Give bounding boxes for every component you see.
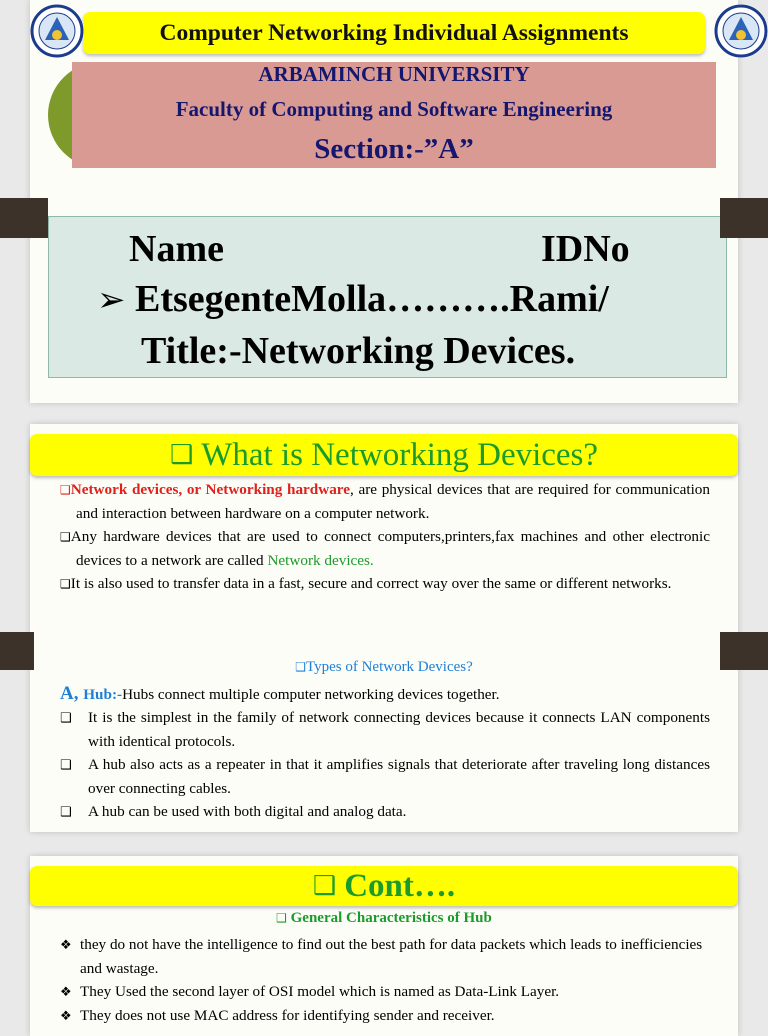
paragraph-transfer-text: It is also used to transfer data in a fast, secure and correct way over the same or different networks. — [70, 575, 672, 592]
paragraph-hardware-text: Any hardware devices that are used to connect computers,printers,fax machines and other electronic devices to a network are called — [70, 528, 710, 569]
subheading-text: General Characteristics of Hub — [290, 910, 492, 926]
definition-text — [60, 478, 710, 596]
paragraph-transfer — [60, 572, 710, 596]
characteristics-list — [60, 933, 710, 1028]
checkbox-bullet-icon: ❑ — [60, 711, 72, 726]
slide-edge-bar-left — [0, 632, 34, 670]
types-heading-text: Types of Network Devices? — [305, 659, 473, 675]
hub-bullet — [60, 800, 710, 824]
checkbox-bullet-icon: ❑ — [312, 871, 337, 901]
hub-bullet-text: It is the simplest in the family of network connecting devices because it connects LAN components with identical protocols. — [88, 709, 710, 750]
id-label: IDNo — [541, 228, 630, 270]
characteristic-item — [60, 1004, 710, 1028]
characteristic-text: they do not have the intelligence to find out the best path for data packets which leads to inefficiencies and wastage. — [80, 936, 703, 977]
arrow-bullet-icon: ➢ — [97, 280, 126, 320]
slide-cont — [30, 856, 738, 1036]
university-name: ARBAMINCH UNIVERSITY — [258, 62, 530, 86]
hub-section — [60, 682, 710, 824]
checkbox-bullet-icon: ❑ — [295, 660, 306, 674]
title-line: Title:-Networking Devices. — [141, 330, 576, 372]
student-info-box — [48, 216, 727, 378]
student-line — [97, 277, 609, 322]
header-bar — [83, 12, 705, 54]
slide-edge-bar-left — [0, 198, 48, 238]
types-heading — [30, 659, 738, 676]
slide-heading: What is Networking Devices? — [201, 436, 599, 473]
heading-bar — [30, 866, 738, 906]
term-network-devices: Network devices, or Networking hardware — [70, 481, 351, 498]
slide-edge-bar-right — [720, 198, 768, 238]
university-logo-icon — [714, 4, 768, 58]
paragraph-definition-rest: , are physical devices that are required for communication and interaction between hardware on a computer network. — [76, 481, 710, 522]
characteristic-text: They does not use MAC address for identifying sender and receiver. — [80, 1007, 495, 1024]
hub-bullet — [60, 706, 710, 753]
characteristic-item — [60, 980, 710, 1004]
paragraph-definition — [60, 478, 710, 525]
checkbox-bullet-icon: ❑ — [60, 805, 72, 820]
checkbox-bullet-icon: ❑ — [60, 530, 71, 544]
hub-label: Hub:- — [83, 686, 123, 703]
hub-prefix: A, — [60, 683, 84, 704]
university-band — [72, 62, 716, 168]
faculty-name: Faculty of Computing and Software Engineering — [175, 97, 613, 121]
hub-bullet — [60, 753, 710, 800]
characteristic-text: They Used the second layer of OSI model which is named as Data-Link Layer. — [80, 983, 560, 1000]
slide-edge-bar-right — [720, 632, 768, 670]
diamond-bullet-icon: ❖ — [60, 1009, 72, 1024]
subheading — [30, 910, 738, 927]
term-network-devices-green: Network devices. — [267, 552, 374, 569]
slide-networking-devices — [30, 424, 738, 832]
name-label: Name — [129, 228, 224, 270]
diamond-bullet-icon: ❖ — [60, 938, 72, 953]
checkbox-bullet-icon: ❑ — [60, 577, 71, 591]
slide-heading: Cont…. — [344, 867, 456, 904]
hub-intro — [60, 682, 710, 706]
checkbox-bullet-icon: ❑ — [60, 483, 71, 497]
checkbox-bullet-icon: ❑ — [276, 911, 287, 925]
student-name-id: EtsegenteMolla……….Rami/ — [135, 278, 609, 320]
header-title: Computer Networking Individual Assignments — [159, 19, 629, 46]
hub-bullet-text: A hub also acts as a repeater in that it amplifies signals that deteriorate after traveling long distances over connecting cables. — [88, 756, 710, 797]
section-label: Section:-”A” — [314, 133, 474, 165]
hub-intro-text: Hubs connect multiple computer networking devices together. — [122, 686, 500, 703]
checkbox-bullet-icon: ❑ — [60, 758, 72, 773]
characteristic-item — [60, 933, 710, 980]
paragraph-hardware — [60, 525, 710, 572]
university-logo-icon — [30, 4, 84, 58]
hub-bullet-text: A hub can be used with both digital and analog data. — [88, 803, 407, 820]
checkbox-bullet-icon: ❑ — [169, 440, 194, 470]
slide-cover — [30, 0, 738, 403]
diamond-bullet-icon: ❖ — [60, 985, 72, 1000]
heading-bar — [30, 434, 738, 476]
